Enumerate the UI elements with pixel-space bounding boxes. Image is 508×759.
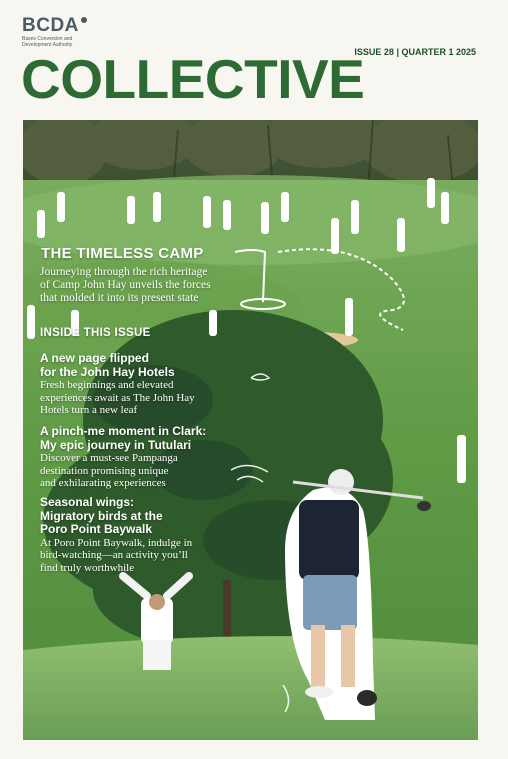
logo-dot-icon bbox=[81, 17, 87, 23]
cover-story-deck: Journeying through the rich heritage of Camp John Hay unveils the forces that molded it into its present state bbox=[40, 266, 211, 304]
article-tutulari bbox=[40, 425, 206, 490]
article-john-hay-hotels bbox=[40, 352, 195, 417]
article-poro-point bbox=[40, 496, 192, 574]
cover-story-title: THE TIMELESS CAMP bbox=[41, 245, 204, 262]
logo-wordmark: BCDA bbox=[22, 16, 87, 35]
article-description: Fresh beginnings and elevated experiences await as The John Hay Hotels turn a new leaf bbox=[40, 379, 195, 416]
article-title: A pinch-me moment in Clark: My epic journey in Tutulari bbox=[40, 424, 207, 452]
logo-subtitle: Bases Conversion and Development Authority bbox=[22, 36, 73, 48]
article-title: A new page flipped for the John Hay Hotels bbox=[40, 351, 175, 379]
article-title: Seasonal wings: Migratory birds at the Poro Point Baywalk bbox=[40, 495, 163, 536]
inside-this-issue-heading: INSIDE THIS ISSUE bbox=[40, 327, 151, 339]
magazine-title: COLLECTIVE bbox=[21, 48, 365, 110]
issue-label: ISSUE 28 | QUARTER 1 2025 bbox=[354, 47, 476, 57]
bcda-logo bbox=[22, 16, 87, 48]
article-description: At Poro Point Baywalk, indulge in bird-watching—an activity you’ll find truly worthwhile bbox=[40, 536, 193, 574]
article-description: Discover a must-see Pampanga destination promising unique and exhilarating experiences bbox=[40, 452, 178, 489]
